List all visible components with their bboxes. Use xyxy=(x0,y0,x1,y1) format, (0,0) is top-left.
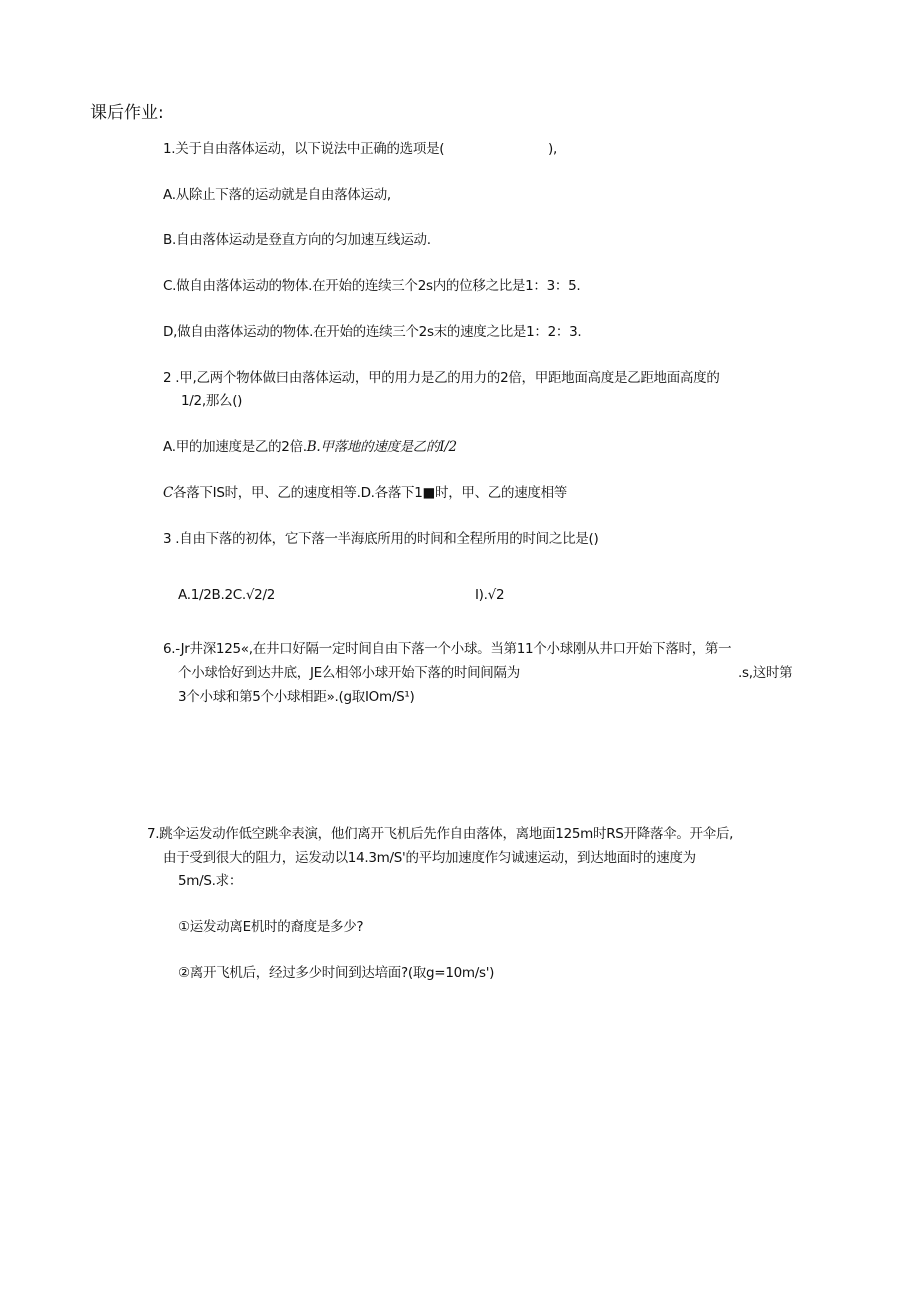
q3-options-abc: A.1∕2B.2C.√2∕2 xyxy=(178,587,276,603)
q2-option-a: A.甲的加速度是乙的2倍. xyxy=(163,439,307,455)
q1-option-a: A.从除止下落的运动就是自由落体运动, xyxy=(163,187,391,203)
q6-line2-left: 个小球恰好到达井底，JE么相邻小球开始下落的时间间隔为 xyxy=(178,665,520,681)
q6-line1: 6.-Jr井深125«,在井口好隔一定时间自由下落一个小球。当第11个小球刚从井口开始下落时，第一 xyxy=(163,641,732,657)
q7-line2: 由于受到很大的阻力，运发动以14.3m/S'的平均加速度作匀诚速运动，到达地面时的速度为 xyxy=(163,850,696,866)
q6-line3: 3个小球和第5个小球相距».(g取IOm/S¹) xyxy=(178,689,415,705)
page-heading: 课后作业: xyxy=(90,103,164,123)
q7-sub2: ②离开飞机后，经过多少时间到达培面?(取g=10m∕s') xyxy=(178,965,495,981)
q2-option-c-letter: C xyxy=(163,485,174,501)
q1-stem: 1.关于自由落体运动，以下说法中正确的选项是( xyxy=(163,141,445,157)
q7-line3: 5m/S.求： xyxy=(178,873,243,889)
q3-stem: 3 .自由下落的初体，它下落一半海底所用的时间和全程所用的时间之比是() xyxy=(163,531,599,547)
q3-option-d: I).√2 xyxy=(475,587,505,603)
q1-stem-end: ), xyxy=(548,141,557,157)
q2-option-cd-text: 各落下IS时，甲、乙的速度相等.D.各落下1■时，甲、乙的速度相等 xyxy=(173,485,568,501)
q2-stem-line2: 1/2,那么() xyxy=(181,393,243,409)
q7-line1: 7.跳伞运发动作低空跳伞表演，他们离开飞机后先作自由落体，离地面125m时RS开降落伞。开伞后, xyxy=(147,826,734,842)
q2-option-b: B.甲落地的速度是乙的I/2 xyxy=(306,439,457,455)
q1-option-b: B.自由落体运动是登直方向的匀加速互线运动. xyxy=(163,232,431,248)
q1-option-c: C.做自由落体运动的物体.在开始的连续三个2s内的位移之比是1：3：5. xyxy=(163,278,581,294)
q2-options-ab xyxy=(163,438,457,456)
q7-sub1: ①运发动离E机时的裔度是多少? xyxy=(178,919,364,935)
q2-stem-line1: 2 .甲,乙两个物体做曰由落体运动，甲的用力是乙的用力的2倍，甲距地面高度是乙距地面高度的 xyxy=(163,370,720,386)
q6-line2-right: .s,这时第 xyxy=(738,665,793,681)
q2-options-cd xyxy=(163,484,567,502)
q1-option-d: D,做自由落体运动的物体.在开始的连续三个2s末的速度之比是1：2：3. xyxy=(163,324,582,340)
